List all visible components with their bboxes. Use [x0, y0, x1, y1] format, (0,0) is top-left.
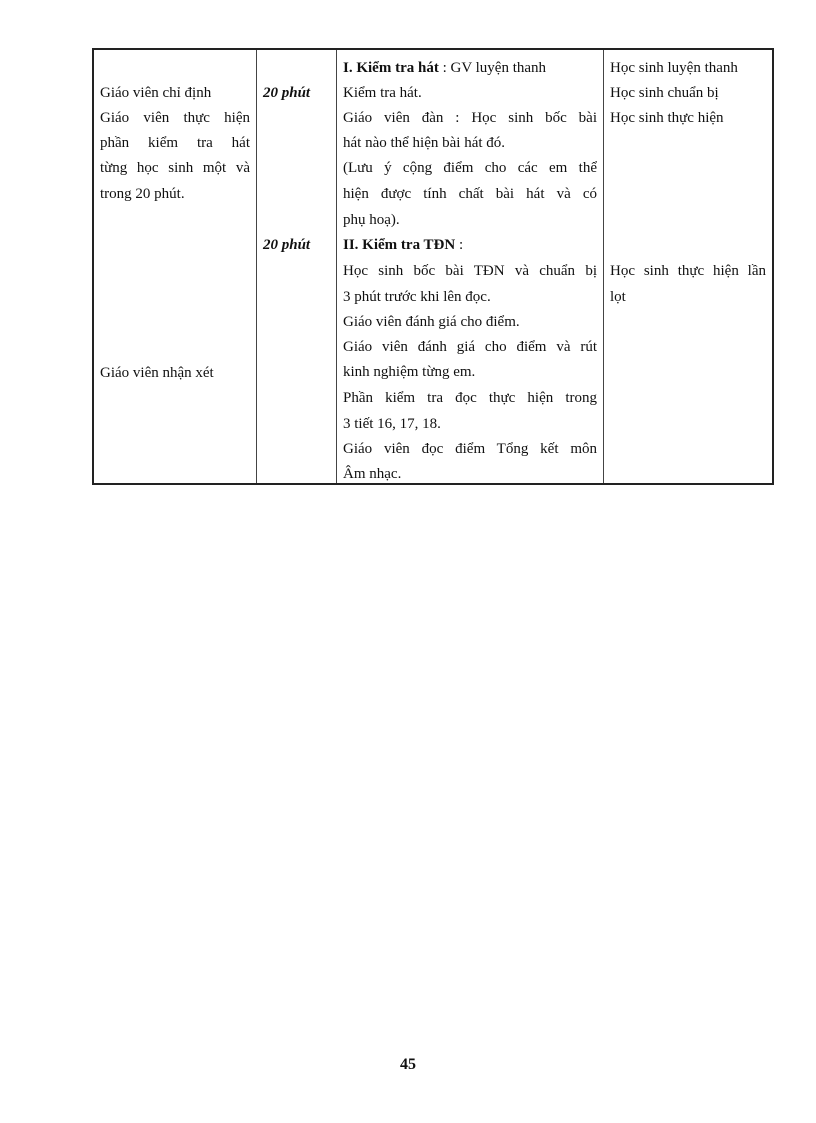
teacher-line: Giáo viên nhận xét — [100, 365, 214, 381]
content-line: Âm nhạc. — [343, 466, 402, 482]
student-activity-column — [604, 50, 772, 483]
section-1-title: I. Kiểm tra hát : GV luyện thanh — [343, 60, 547, 76]
teacher-line: trong 20 phút. — [100, 186, 185, 202]
teacher-line: Giáo viên thực hiện — [100, 110, 250, 126]
teacher-line: Giáo viên chỉ định — [100, 85, 212, 101]
content-line: 3 tiết 16, 17, 18. — [343, 416, 441, 432]
content-line: hát nào thể hiện bài hát đó. — [343, 135, 506, 151]
content-line: Giáo viên đánh giá cho điểm và rút — [343, 339, 597, 355]
content-line: Học sinh bốc bài TĐN và chuẩn bị — [343, 263, 597, 279]
content-line: 3 phút trước khi lên đọc. — [343, 289, 491, 305]
section-2-title: II. Kiểm tra TĐN : — [343, 237, 464, 253]
student-line: Học sinh luyện thanh — [610, 60, 738, 76]
time-column — [257, 50, 337, 483]
teacher-line: phần kiểm tra hát — [100, 135, 250, 151]
content-line: Phần kiểm tra đọc thực hiện trong — [343, 390, 597, 406]
content-column — [337, 50, 604, 483]
page-number: 45 — [400, 1056, 416, 1073]
content-line: hiện được tính chất bài hát và có — [343, 186, 597, 202]
time-label: 20 phút — [263, 85, 311, 101]
lesson-table — [92, 48, 774, 485]
teacher-activity-column — [94, 50, 257, 483]
content-line: phụ hoạ). — [343, 212, 400, 228]
content-line: kinh nghiệm từng em. — [343, 364, 476, 380]
student-line: Học sinh thực hiện — [610, 110, 724, 126]
content-line: Giáo viên đọc điểm Tổng kết môn — [343, 441, 597, 457]
content-line: Giáo viên đánh giá cho điểm. — [343, 314, 520, 330]
student-line: Học sinh thực hiện lần — [610, 263, 766, 279]
content-line: (Lưu ý cộng điểm cho các em thể — [343, 160, 597, 176]
student-line: Học sinh chuẩn bị — [610, 85, 719, 101]
student-line: lọt — [610, 289, 626, 305]
content-line: Kiểm tra hát. — [343, 85, 422, 101]
time-label: 20 phút — [263, 237, 311, 253]
teacher-line: từng học sinh một và — [100, 160, 250, 176]
content-line: Giáo viên đàn : Học sinh bốc bài — [343, 110, 597, 126]
